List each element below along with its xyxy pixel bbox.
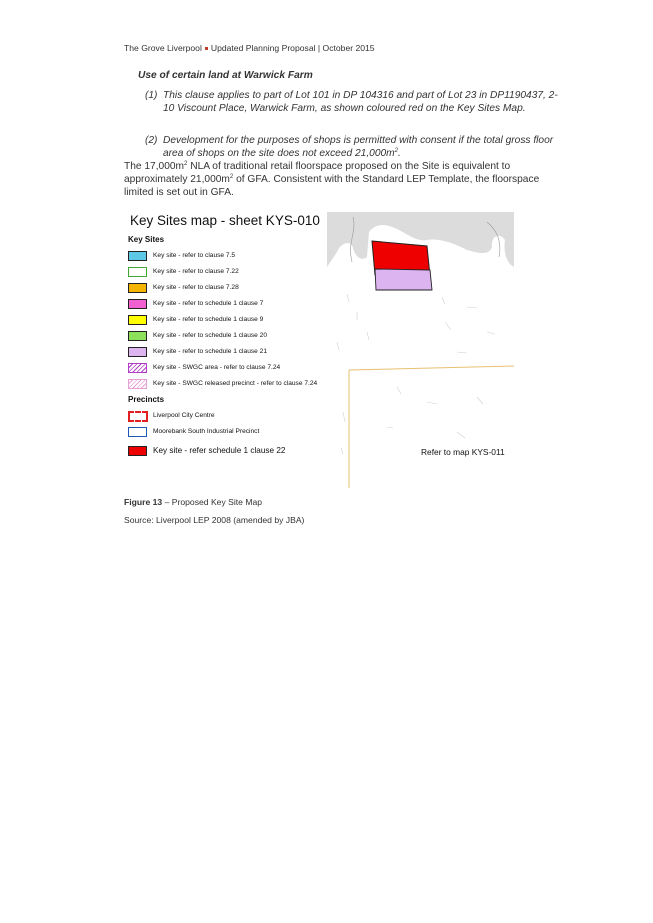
legend-label: Key site - refer to clause 7.22 [153,268,239,275]
legend-swatch-schedule-22 [128,446,147,456]
legend-label: Key site - refer to schedule 1 clause 20 [153,332,267,339]
key-sites-map [124,210,514,488]
refer-to-map-label: Refer to map KYS-011 [421,447,505,457]
legend-swatch-clause-7-22 [128,267,147,277]
legend-swatch-clause-7-28 [128,283,147,293]
page-header [124,43,375,53]
legend-label: Key site - refer to clause 7.28 [153,284,239,291]
body-paragraph: The $17,000m^2$ NLA of traditional retail floorspace proposed on the Site is equivalent to approximately $21,000m^2$ of GFA. Consistent with the Standard LEP Template, the floorspace limited is set out in GFA. [124,161,540,199]
clause-item-text: Development for the purposes of shops is permitted with consent if the total gross floor area of shops on the site does not exceed $21,000m^2$. [163,135,554,159]
legend-label: Liverpool City Centre [153,412,215,419]
legend-swatch-liverpool-city-centre [128,411,148,422]
legend-swatch-schedule-7 [128,299,147,309]
legend-swatch-schedule-21 [128,347,147,357]
header-subtitle: Updated Planning Proposal | October 2015 [210,43,375,53]
legend-swatch-swgc-area [128,363,147,373]
figure-source: Source: Liverpool LEP 2008 (amended by JBA) [124,515,305,525]
legend-label: Key site - refer to schedule 1 clause 9 [153,316,264,323]
legend-swatch-clause-7-5 [128,251,147,261]
legend-heading-key-sites: Key Sites [128,235,165,244]
legend-label: Key site - refer to clause 7.5 [153,252,236,259]
figure-caption-label: Figure 13 [124,497,163,507]
clause-title: Use of certain land at Warwick Farm [138,70,313,81]
header-title: The Grove Liverpool [124,43,202,53]
key-site-purple-parcel [375,269,432,290]
legend-label: Key site - SWGC released precinct - refer to clause 7.24 [153,380,318,387]
clause-item-number: (2) [145,135,158,146]
header-separator-dot [205,47,208,50]
legend-swatch-swgc-released [128,379,147,389]
figure-caption [124,497,262,507]
legend-swatch-schedule-9 [128,315,147,325]
clause-item-text: This clause applies to part of Lot 101 in DP 104316 and part of Lot 23 in DP1190437, 2-10 Viscount Place, Warwick Farm, as shown coloured red on the Key Sites Map. [163,90,558,114]
legend-label: Moorebank South Industrial Precinct [153,428,260,435]
legend-swatch-moorebank [128,427,147,437]
legend-label: Key site - refer to schedule 1 clause 21 [153,348,267,355]
figure-caption-text: – Proposed Key Site Map [162,497,263,507]
legend-label-highlight: Key site - refer schedule 1 clause 22 [153,446,286,455]
map-title: Key Sites map - sheet KYS-010 [130,213,320,228]
legend-label: Key site - SWGC area - refer to clause 7.24 [153,364,281,371]
legend-label: Key site - refer to schedule 1 clause 7 [153,300,264,307]
legend-heading-precincts: Precincts [128,395,165,404]
legend-swatch-schedule-20 [128,331,147,341]
clause-item-number: (1) [145,90,158,101]
